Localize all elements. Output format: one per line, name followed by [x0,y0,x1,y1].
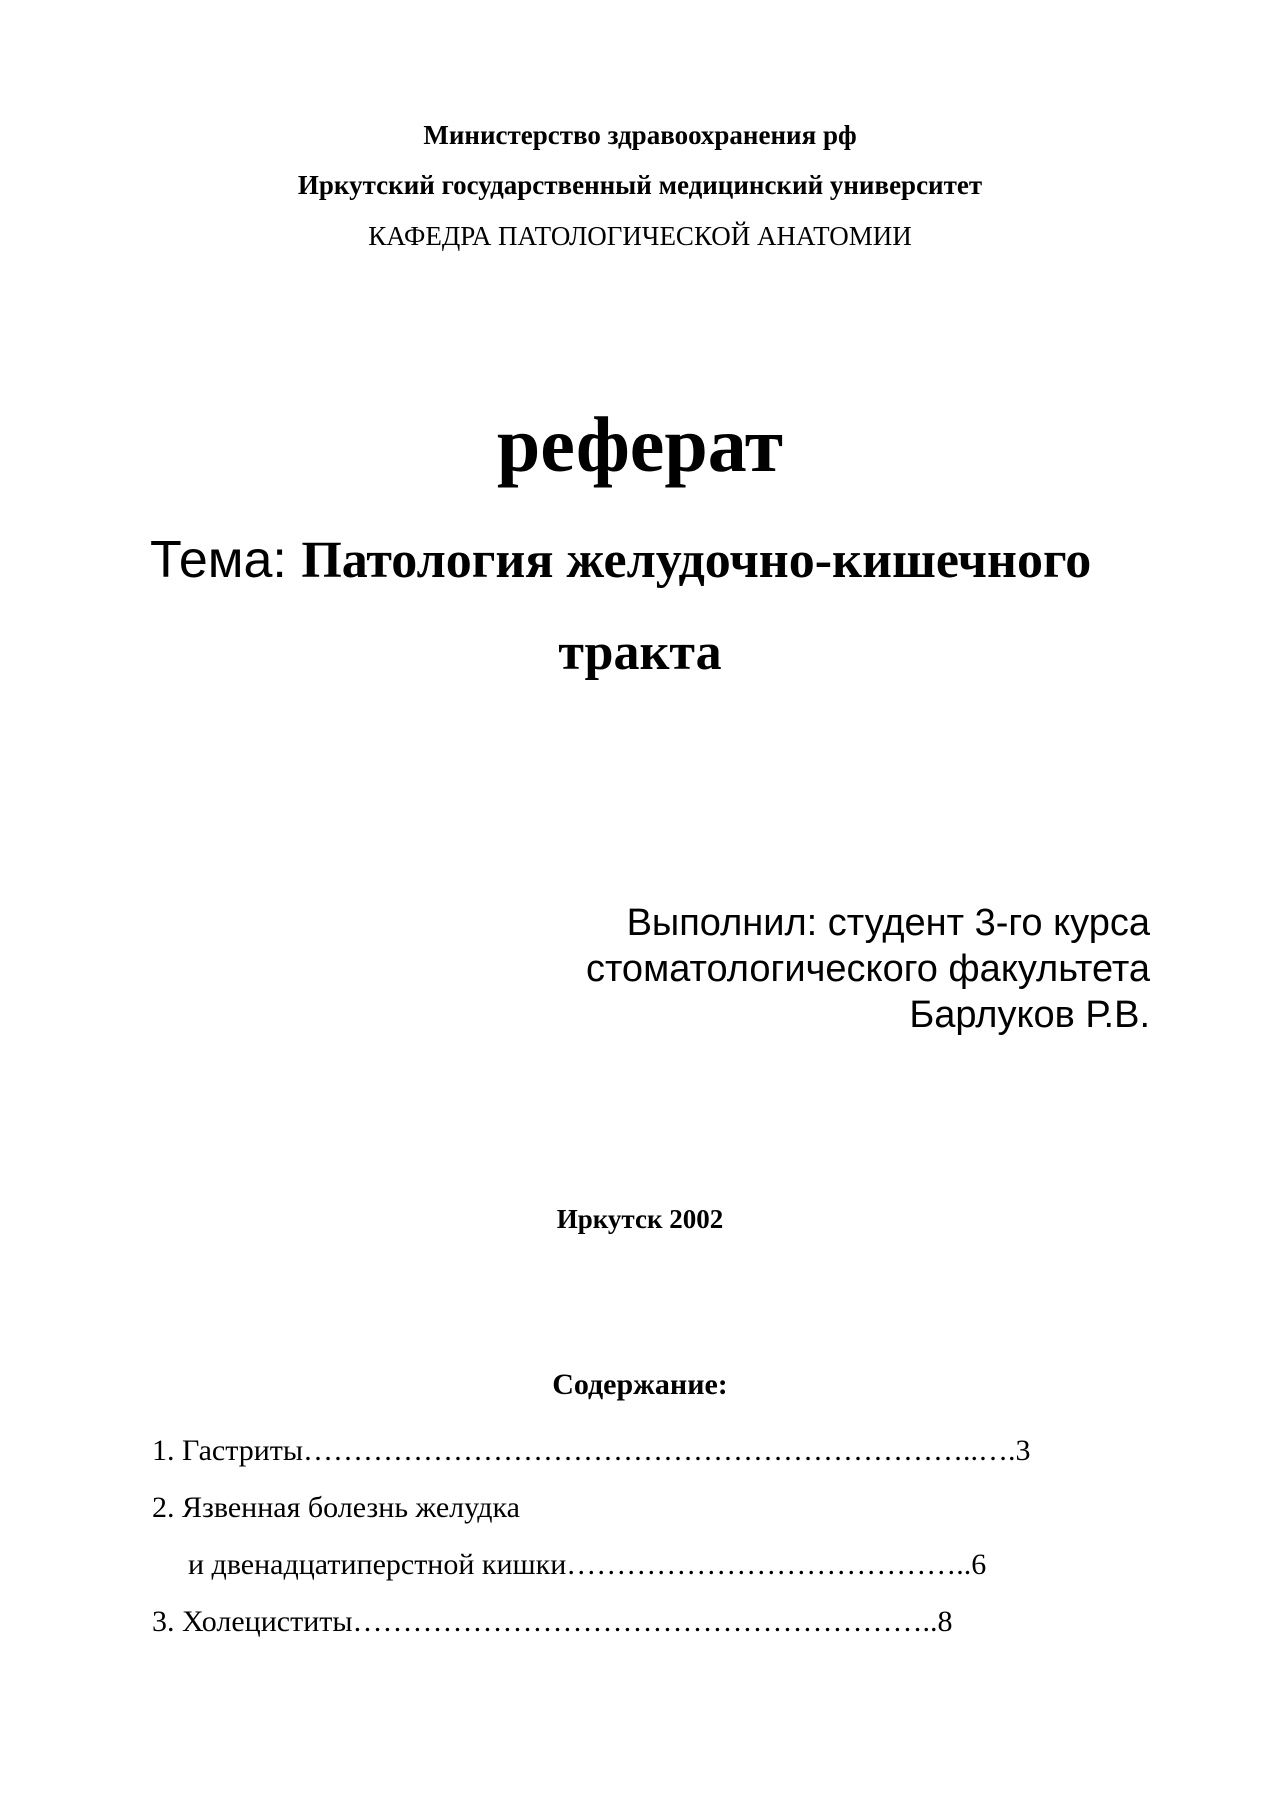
university-heading: Иркутский государственный медицинский университет [297,170,983,200]
topic-line-1 [150,530,1091,590]
document-type-title: реферат [496,401,784,488]
topic-text: Патология желудочно-кишечного [301,532,1092,589]
city-year: Иркутск 2002 [556,1204,724,1234]
toc-item: 1. Гастриты…………………………………………………………..….3 [152,1434,1031,1467]
author-line-2: стоматологического факультета [585,948,1150,990]
toc-item-continuation: и двенадцатиперстной кишки…………………………………..6 [188,1548,987,1581]
toc-item: 2. Язвенная болезнь желудка [152,1491,520,1524]
toc-title: Содержание: [552,1368,728,1401]
topic-line-2: тракта [558,624,722,681]
ministry-heading: Министерство здравоохранения рф [423,120,857,150]
author-line-1: Выполнил: студент 3-го курса [626,902,1150,944]
topic-label: Тема: [150,531,302,589]
department-heading: КАФЕДРА ПАТОЛОГИЧЕСКОЙ АНАТОМИИ [368,221,912,251]
toc-item: 3. Холециститы…………………………………………………..8 [152,1605,953,1638]
author-name: Барлуков Р.В. [909,994,1150,1036]
